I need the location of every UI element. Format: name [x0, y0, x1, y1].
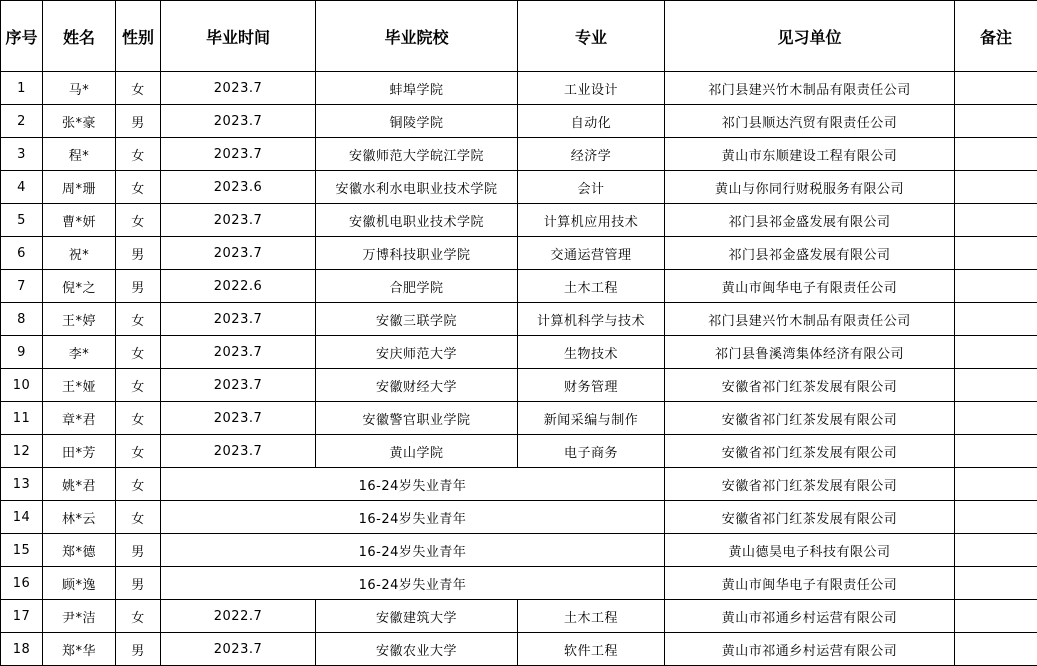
table-row — [1, 633, 1037, 666]
cell-grad-time: 2023.7 — [161, 204, 316, 237]
cell-note — [955, 600, 1037, 633]
cell-gender: 男 — [116, 105, 161, 138]
cell-no: 18 — [1, 633, 43, 666]
cell-grad-time: 2023.7 — [161, 72, 316, 105]
cell-no: 5 — [1, 204, 43, 237]
cell-note — [955, 171, 1037, 204]
cell-note — [955, 204, 1037, 237]
table-row — [1, 336, 1037, 369]
cell-no: 2 — [1, 105, 43, 138]
cell-major: 会计 — [518, 171, 665, 204]
header-cell-unit: 见习单位 — [665, 1, 955, 72]
cell-gender: 女 — [116, 600, 161, 633]
cell-school: 万博科技职业学院 — [316, 237, 518, 270]
header-cell-school: 毕业院校 — [316, 1, 518, 72]
cell-gender: 女 — [116, 171, 161, 204]
cell-grad-time: 2023.7 — [161, 402, 316, 435]
cell-grad-time: 2023.7 — [161, 303, 316, 336]
cell-name: 倪*之 — [43, 270, 116, 303]
cell-no: 11 — [1, 402, 43, 435]
cell-grad-time: 2023.7 — [161, 105, 316, 138]
cell-major: 土木工程 — [518, 600, 665, 633]
cell-name: 曹*妍 — [43, 204, 116, 237]
cell-unit: 安徽省祁门红茶发展有限公司 — [665, 402, 955, 435]
cell-note — [955, 567, 1037, 600]
cell-unit: 祁门县祁金盛发展有限公司 — [665, 237, 955, 270]
header-cell-grad-time: 毕业时间 — [161, 1, 316, 72]
cell-grad-time: 2023.7 — [161, 237, 316, 270]
header-cell-no: 序号 — [1, 1, 43, 72]
table-row — [1, 567, 1037, 600]
header-row — [1, 1, 1037, 72]
cell-gender: 男 — [116, 237, 161, 270]
cell-no: 3 — [1, 138, 43, 171]
cell-note — [955, 369, 1037, 402]
cell-school: 安庆师范大学 — [316, 336, 518, 369]
cell-unit: 祁门县鲁溪湾集体经济有限公司 — [665, 336, 955, 369]
cell-note — [955, 468, 1037, 501]
table-row — [1, 138, 1037, 171]
header-cell-gender: 性别 — [116, 1, 161, 72]
cell-major: 财务管理 — [518, 369, 665, 402]
cell-school: 安徽建筑大学 — [316, 600, 518, 633]
cell-unit: 祁门县建兴竹木制品有限责任公司 — [665, 303, 955, 336]
cell-school: 合肥学院 — [316, 270, 518, 303]
cell-unit: 黄山市祁通乡村运营有限公司 — [665, 633, 955, 666]
cell-grad-time: 2023.6 — [161, 171, 316, 204]
cell-name: 顾*逸 — [43, 567, 116, 600]
cell-note — [955, 72, 1037, 105]
table-row — [1, 204, 1037, 237]
cell-major: 生物技术 — [518, 336, 665, 369]
header-cell-note: 备注 — [955, 1, 1037, 72]
cell-gender: 男 — [116, 534, 161, 567]
cell-gender: 女 — [116, 138, 161, 171]
cell-note — [955, 237, 1037, 270]
cell-note — [955, 105, 1037, 138]
table-row — [1, 501, 1037, 534]
cell-no: 12 — [1, 435, 43, 468]
cell-note — [955, 501, 1037, 534]
cell-gender: 女 — [116, 204, 161, 237]
cell-school: 安徽三联学院 — [316, 303, 518, 336]
cell-no: 8 — [1, 303, 43, 336]
cell-no: 4 — [1, 171, 43, 204]
table-row — [1, 171, 1037, 204]
cell-merged-category: 16-24岁失业青年 — [161, 501, 665, 534]
cell-unit: 黄山市东顺建设工程有限公司 — [665, 138, 955, 171]
table-row — [1, 105, 1037, 138]
table-row — [1, 303, 1037, 336]
cell-school: 安徽财经大学 — [316, 369, 518, 402]
cell-no: 6 — [1, 237, 43, 270]
cell-grad-time: 2023.7 — [161, 633, 316, 666]
cell-name: 章*君 — [43, 402, 116, 435]
cell-note — [955, 633, 1037, 666]
cell-gender: 女 — [116, 369, 161, 402]
cell-gender: 女 — [116, 468, 161, 501]
cell-name: 郑*德 — [43, 534, 116, 567]
cell-merged-category: 16-24岁失业青年 — [161, 534, 665, 567]
cell-school: 安徽机电职业技术学院 — [316, 204, 518, 237]
table-row — [1, 534, 1037, 567]
cell-note — [955, 534, 1037, 567]
cell-gender: 男 — [116, 567, 161, 600]
table-body — [1, 72, 1037, 666]
cell-gender: 男 — [116, 270, 161, 303]
cell-major: 交通运营管理 — [518, 237, 665, 270]
cell-name: 李* — [43, 336, 116, 369]
cell-no: 7 — [1, 270, 43, 303]
cell-note — [955, 435, 1037, 468]
cell-grad-time: 2023.7 — [161, 138, 316, 171]
header-cell-name: 姓名 — [43, 1, 116, 72]
cell-no: 10 — [1, 369, 43, 402]
cell-unit: 黄山市闽华电子有限责任公司 — [665, 270, 955, 303]
header-cell-major: 专业 — [518, 1, 665, 72]
cell-note — [955, 138, 1037, 171]
table-row — [1, 270, 1037, 303]
table-row — [1, 600, 1037, 633]
cell-school: 安徽师范大学皖江学院 — [316, 138, 518, 171]
table-row — [1, 402, 1037, 435]
cell-no: 17 — [1, 600, 43, 633]
cell-name: 程* — [43, 138, 116, 171]
table-row — [1, 435, 1037, 468]
cell-unit: 安徽省祁门红茶发展有限公司 — [665, 369, 955, 402]
cell-school: 铜陵学院 — [316, 105, 518, 138]
cell-name: 田*芳 — [43, 435, 116, 468]
cell-unit: 祁门县建兴竹木制品有限责任公司 — [665, 72, 955, 105]
cell-note — [955, 303, 1037, 336]
cell-name: 王*娅 — [43, 369, 116, 402]
cell-name: 周*珊 — [43, 171, 116, 204]
cell-no: 9 — [1, 336, 43, 369]
cell-note — [955, 402, 1037, 435]
cell-no: 14 — [1, 501, 43, 534]
cell-unit: 黄山与你同行财税服务有限公司 — [665, 171, 955, 204]
cell-gender: 女 — [116, 402, 161, 435]
table-row — [1, 72, 1037, 105]
cell-gender: 女 — [116, 303, 161, 336]
cell-unit: 安徽省祁门红茶发展有限公司 — [665, 501, 955, 534]
table-row — [1, 468, 1037, 501]
cell-unit: 安徽省祁门红茶发展有限公司 — [665, 468, 955, 501]
cell-school: 安徽警官职业学院 — [316, 402, 518, 435]
cell-unit: 安徽省祁门红茶发展有限公司 — [665, 435, 955, 468]
cell-unit: 黄山德昊电子科技有限公司 — [665, 534, 955, 567]
cell-no: 13 — [1, 468, 43, 501]
cell-note — [955, 336, 1037, 369]
cell-grad-time: 2023.7 — [161, 369, 316, 402]
cell-school: 安徽水利水电职业技术学院 — [316, 171, 518, 204]
cell-merged-category: 16-24岁失业青年 — [161, 567, 665, 600]
cell-name: 姚*君 — [43, 468, 116, 501]
cell-unit: 黄山市祁通乡村运营有限公司 — [665, 600, 955, 633]
cell-name: 张*豪 — [43, 105, 116, 138]
cell-grad-time: 2022.7 — [161, 600, 316, 633]
cell-name: 王*婷 — [43, 303, 116, 336]
cell-grad-time: 2023.7 — [161, 435, 316, 468]
cell-name: 郑*华 — [43, 633, 116, 666]
cell-gender: 女 — [116, 501, 161, 534]
cell-school: 黄山学院 — [316, 435, 518, 468]
table-header — [1, 1, 1037, 72]
cell-major: 新闻采编与制作 — [518, 402, 665, 435]
cell-name: 马* — [43, 72, 116, 105]
cell-school: 安徽农业大学 — [316, 633, 518, 666]
cell-unit: 祁门县祁金盛发展有限公司 — [665, 204, 955, 237]
cell-major: 自动化 — [518, 105, 665, 138]
cell-gender: 男 — [116, 633, 161, 666]
cell-name: 尹*洁 — [43, 600, 116, 633]
cell-no: 1 — [1, 72, 43, 105]
cell-no: 15 — [1, 534, 43, 567]
cell-major: 计算机科学与技术 — [518, 303, 665, 336]
cell-school: 蚌埠学院 — [316, 72, 518, 105]
cell-major: 经济学 — [518, 138, 665, 171]
cell-gender: 女 — [116, 72, 161, 105]
cell-major: 工业设计 — [518, 72, 665, 105]
cell-major: 电子商务 — [518, 435, 665, 468]
cell-grad-time: 2022.6 — [161, 270, 316, 303]
cell-grad-time: 2023.7 — [161, 336, 316, 369]
table-row — [1, 237, 1037, 270]
cell-no: 16 — [1, 567, 43, 600]
cell-gender: 女 — [116, 336, 161, 369]
cell-gender: 女 — [116, 435, 161, 468]
cell-major: 软件工程 — [518, 633, 665, 666]
cell-unit: 祁门县顺达汽贸有限责任公司 — [665, 105, 955, 138]
table-row — [1, 369, 1037, 402]
cell-major: 计算机应用技术 — [518, 204, 665, 237]
cell-name: 林*云 — [43, 501, 116, 534]
cell-note — [955, 270, 1037, 303]
cell-merged-category: 16-24岁失业青年 — [161, 468, 665, 501]
cell-unit: 黄山市闽华电子有限责任公司 — [665, 567, 955, 600]
cell-major: 土木工程 — [518, 270, 665, 303]
cell-name: 祝* — [43, 237, 116, 270]
